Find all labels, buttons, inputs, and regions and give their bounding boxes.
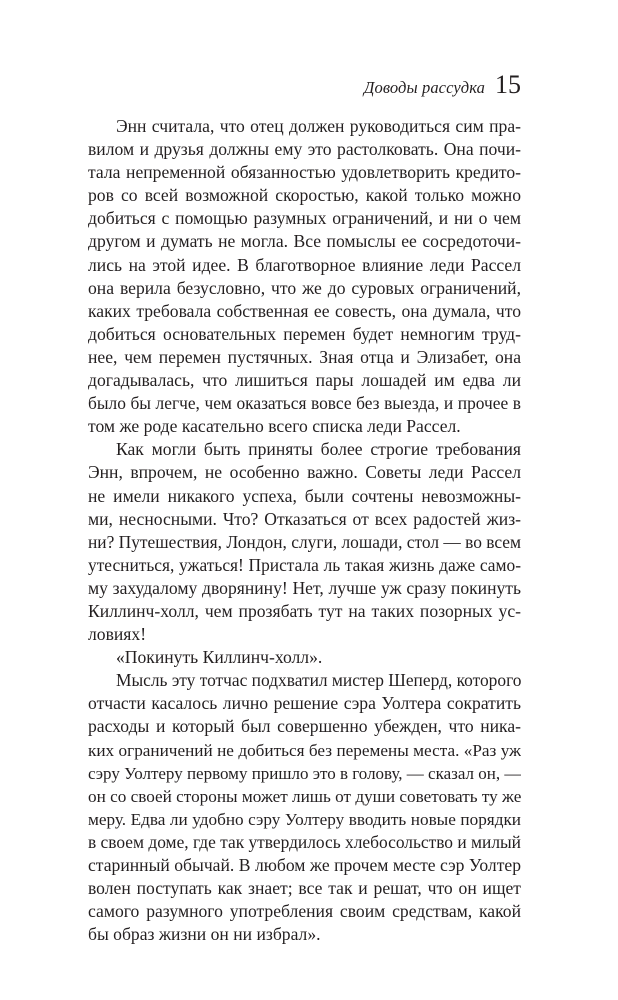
text-line: Энн, впрочем, не особенно важно. Советы леди Рассел	[88, 462, 521, 483]
text-line: Энн считала, что отец должен руководиться сим пра-	[116, 116, 521, 136]
text-line: сэру Уолтеру первому пришло это в голову, — сказал он, —	[88, 763, 521, 783]
text-line: тала непременной обязанностью удовлетворить кредито-	[88, 162, 521, 183]
text-line: ров со всей возможной скоростью, какой только можно	[88, 185, 521, 206]
text-line: каких требовала собственная ее совесть, она думала, что	[88, 300, 521, 321]
text-line: ни? Путешествия, Лондон, слуги, лошади, стол — во всем	[88, 531, 521, 552]
page-number: 15	[495, 70, 521, 99]
text-line: она верила безусловно, что же до суровых ограничений,	[88, 277, 521, 298]
text-line: старинный обычай. В любом же прочем месте сэр Уолтер	[88, 855, 521, 875]
text-line: расходы и который был совершенно убежден, что ника-	[88, 716, 521, 737]
text-line: отчасти касалось лично решение сэра Уолтера сократить	[88, 693, 521, 714]
text-line: меру. Едва ли удобно сэру Уолтеру вводить новые порядки	[88, 809, 521, 829]
text-line: Киллинч-холл, чем прозябать тут на таких позорных ус-	[88, 600, 521, 621]
body-text	[88, 115, 521, 946]
text-line: «Покинуть Киллинч-холл».	[116, 647, 323, 668]
text-line: ловиях!	[88, 624, 147, 645]
text-line: другом и думать не могла. Все помыслы ее сосредоточи-	[88, 231, 521, 252]
text-line: было бы легче, чем оказаться вовсе без выезда, и прочее в	[88, 393, 521, 414]
text-line: он со своей стороны может лишь от души советовать ту же	[88, 786, 521, 806]
text-line: Как могли быть приняты более строгие требования	[116, 439, 521, 460]
text-line: Мысль эту тотчас подхватил мистер Шеперд, которого	[116, 670, 521, 691]
text-line: вилом и друзья должны ему это растолковать. Она почи-	[88, 139, 521, 160]
text-line: не имели никакого успеха, были сочтены невозможны-	[88, 485, 521, 506]
text-line: бы образ жизни он ни избрал».	[88, 924, 321, 945]
text-line: ких ограничений не добиться без перемены места. «Раз уж	[88, 740, 521, 760]
text-line: догадывалась, что лишиться пары лошадей им едва ли	[88, 370, 521, 391]
running-title: Доводы рассудка	[363, 78, 485, 97]
text-line: лись на этой идее. В благотворное влияние леди Рассел	[88, 254, 521, 275]
text-line: добиться с помощью разумных ограничений, и ни о чем	[88, 208, 521, 229]
text-line: волен поступать как знает; все так и решат, что он ищет	[88, 878, 521, 899]
text-line: том же роде касательно всего списка леди Рассел.	[88, 416, 461, 437]
text-line: утесниться, ужаться! Пристала ль такая жизнь даже само-	[88, 554, 521, 575]
text-line: нее, чем перемен пустячных. Зная отца и Элизабет, она	[88, 346, 521, 367]
text-line: в своем доме, где так утвердилось хлебосольство и милый	[88, 831, 521, 852]
text-line: добиться основательных перемен будет немногим труд-	[88, 323, 521, 344]
running-header	[364, 72, 521, 106]
text-line: му захудалому дворянину! Нет, лучше уж сразу покинуть	[88, 577, 521, 598]
text-line: ми, несносными. Что? Отказаться от всех радостей жиз-	[88, 508, 521, 529]
text-line: самого разумного употребления своим средствам, какой	[88, 901, 521, 922]
